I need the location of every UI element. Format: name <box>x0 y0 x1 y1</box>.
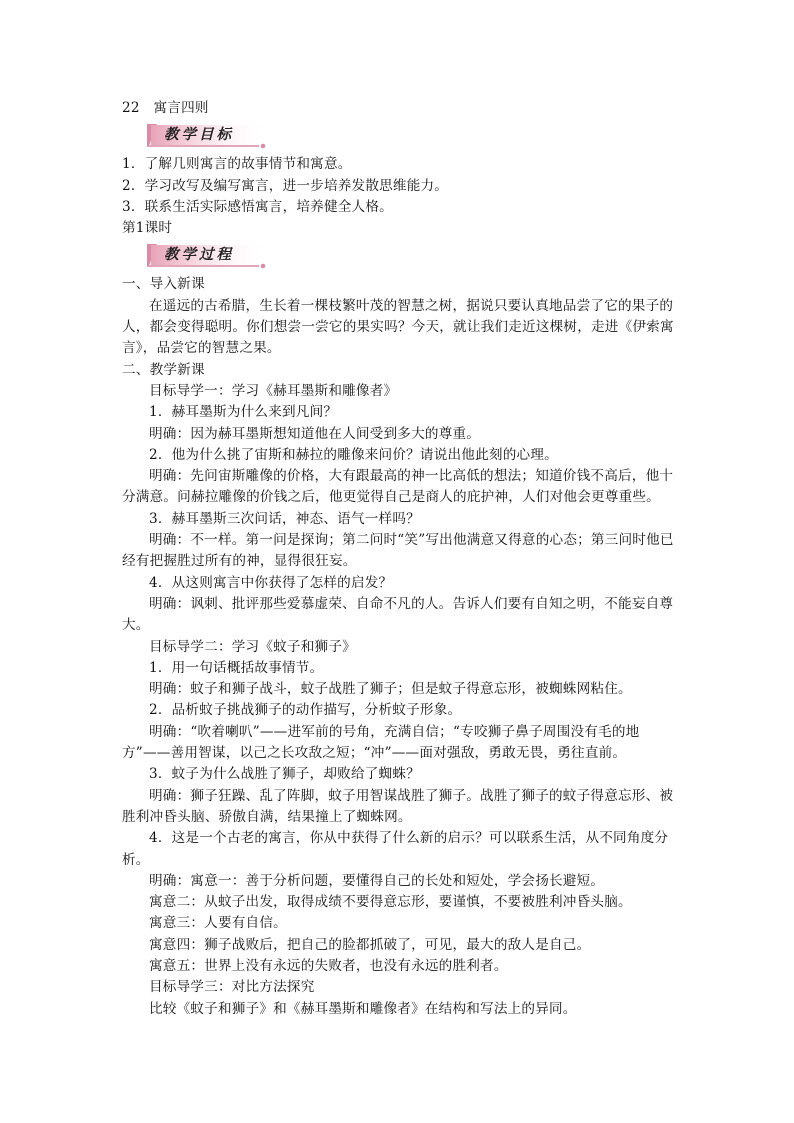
answer-line: 明确：因为赫耳墨斯想知道他在人间受到多大的尊重。 <box>149 425 481 442</box>
question-line: 3．蚊子为什么战胜了狮子，却败给了蜘蛛？ <box>149 766 420 783</box>
question-line: 1．用一句话概括故事情节。 <box>149 659 324 676</box>
goal-item: 1．了解几则寓言的故事情节和寓意。 <box>122 156 352 173</box>
goals-banner <box>147 122 297 150</box>
lesson-title: 22 寓言四则 <box>122 100 209 116</box>
lesson-content <box>122 98 674 1020</box>
target-heading: 目标导学二：学习《蚊子和狮子》 <box>149 638 356 655</box>
goal-item: 3．联系生活实际感悟寓言，培养健全人格。 <box>122 198 393 215</box>
answer-line: 明确：不一样。第一问是探询；第二问时“笑”写出他满意又得意的心态；第三问时他已经有把握胜过所有的神，显得很狂妄。 <box>122 532 674 570</box>
question-line: 1．赫耳墨斯为什么来到凡间？ <box>149 404 338 421</box>
answer-line: 明确：寓意一：善于分析问题，要懂得自己的长处和短处，学会扬长避短。 <box>149 872 605 889</box>
goals-banner-text: 教学目标 <box>164 127 234 144</box>
question-line: 2．品析蚊子挑战狮子的动作描写，分析蚊子形象。 <box>149 702 462 719</box>
answer-line: 明确：先问宙斯雕像的价格，大有跟最高的神一比高低的想法；知道价钱不高后，他十分满意。问赫拉雕像的价钱之后，他更觉得自己是商人的庇护神，人们对他会更尊重些。 <box>122 468 674 506</box>
process-banner <box>147 242 297 270</box>
question-line: 4．这是一个古老的寓言，你从中获得了什么新的启示？可以联系生活，从不同角度分析。 <box>122 830 669 868</box>
question-line: 4．从这则寓言中你获得了怎样的启发？ <box>149 574 393 591</box>
period-label: 第1课时 <box>122 220 173 237</box>
intro-paragraph: 在遥远的古希腊，生长着一棵枝繁叶茂的智慧之树，据说只要认真地品尝了它的果子的人，都会变得聪明。你们想尝一尝它的果实吗？今天，就让我们走近这棵树，走进《伊索寓言》，品尝它的智慧之果。 <box>122 297 674 357</box>
comparison-paragraph: 比较《蚊子和狮子》和《赫耳墨斯和雕像者》在结构和写法上的异同。 <box>149 1000 577 1017</box>
answer-line: 寓意四：狮子战败后，把自己的脸都抓破了，可见，最大的敌人是自己。 <box>149 936 591 953</box>
goal-item: 2．学习改写及编写寓言，进一步培养发散思维能力。 <box>122 177 449 194</box>
answer-line: 明确：狮子狂躁、乱了阵脚，蚊子用智谋战胜了狮子。战胜了狮子的蚊子得意忘形、被胜利冲昏头脑、骄傲自满，结果撞上了蜘蛛网。 <box>122 787 674 825</box>
target-heading: 目标导学一：学习《赫耳墨斯和雕像者》 <box>149 382 398 399</box>
question-line: 3．赫耳墨斯三次问话，神态、语气一样吗？ <box>149 510 420 527</box>
answer-line: 寓意五：世界上没有永远的失败者，也没有永远的胜利者。 <box>149 957 508 974</box>
section-heading: 二、教学新课 <box>122 361 205 378</box>
answer-line: 寓意三：人要有自信。 <box>149 915 287 932</box>
answer-line: 明确：蚊子和狮子战斗，蚊子战胜了狮子；但是蚊子得意忘形，被蜘蛛网粘住。 <box>149 681 632 698</box>
question-line: 2．他为什么挑了宙斯和赫拉的雕像来问价？请说出他此刻的心理。 <box>149 446 558 463</box>
answer-line: 明确：“吹着喇叭”——进军前的号角，充满自信；“专咬狮子鼻子周围没有毛的地方”——善用智谋，以己之长攻敌之短；“冲”——面对强敌，勇敢无畏，勇往直前。 <box>122 723 640 762</box>
target-heading: 目标导学三：对比方法探究 <box>149 979 315 996</box>
section-heading: 一、导入新课 <box>122 276 205 293</box>
answer-line: 寓意二：从蚊子出发，取得成绩不要得意忘形，要谨慎，不要被胜利冲昏头脑。 <box>149 894 632 911</box>
process-banner-text: 教学过程 <box>164 247 234 264</box>
answer-line: 明确：讽刺、批评那些爱慕虚荣、自命不凡的人。告诉人们要有自知之明，不能妄自尊大。 <box>122 595 674 634</box>
